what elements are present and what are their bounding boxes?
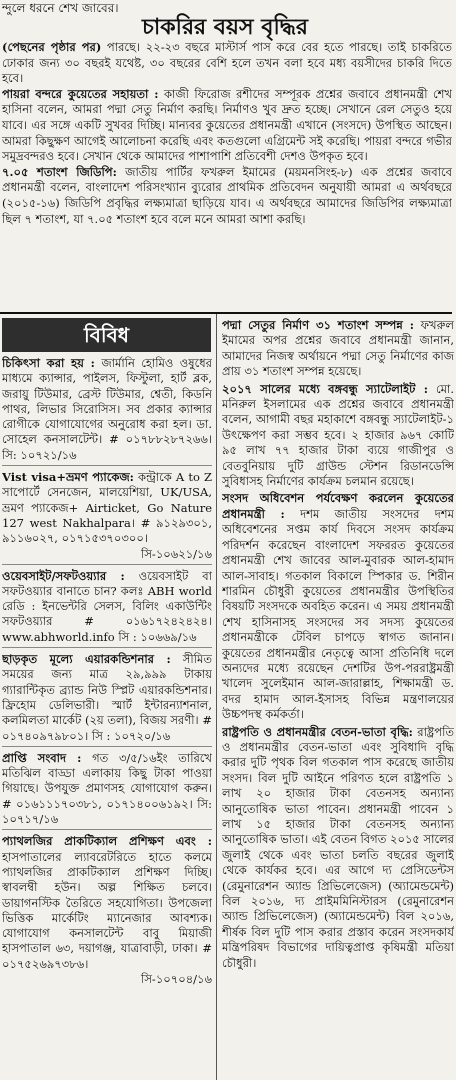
para-text: দশম জাতীয় সংসদের দশম অধিবেশনের সপ্তম কার্য দিবসে সংসদ কার্যক্রম পরিদর্শন করেছেন বাংলাদেশ সফররত কুয়েতের প্রধানমন্ত্রী শেখ জাবের আল-মুবারক আল-হামাদ আল-সাবাহ। গতকাল বিকালে স্পিকার ড. শিরীন শারমিন চৌধুরী কুয়েতের প্রধানমন্ত্রীর উপস্থিতির বিষয়টি সংসদকে অবহিত করেন। এ সময় প্রধানমন্ত্রী শেখ হাসিনাসহ সংসদের সব সদস্য কুয়েতের প্রধানমন্ত্রীকে টেবিল চাপড়ে স্বাগত জানান। কুয়েতের প্রধানমন্ত্রীর নেতৃত্বে আসা প্রতিনিধি দলে অন্যদের মধ্যে রয়েছেন দেশটির উপ-পররাষ্ট্রমন্ত্রী খালেদ সুলেইমান আল-জারাল্লাহ, শিক্ষামন্ত্রী ড. বদর হামাদ আল-ইসাসহ বিভিন্ন মন্ত্রণালয়ের উচ্চপদস্থ কর্মকর্তা। bbox=[222, 506, 454, 722]
classified-ad bbox=[2, 569, 212, 645]
top-para-3 bbox=[2, 165, 452, 227]
ad-separator bbox=[2, 746, 212, 747]
para-lead: ২০১৭ সালের মধ্যে বঙ্গবন্ধু স্যাটেলাইট : bbox=[222, 381, 428, 396]
ad-separator bbox=[2, 465, 212, 466]
news-para bbox=[222, 382, 454, 490]
ad-lead: প্রাপ্তি সংবাদ : bbox=[2, 750, 82, 765]
ad-text: জার্মানি হোমিও ওষুধের মাধ্যমে ক্যান্সার, পাইলস, ফিস্টুলা, হার্ট ব্লক, জরায়ু টিউমার, ব্রেস্ট টিউমার, শ্বেতী, কিডনি পাথর, লিভার সিরোসিস। সব প্রকার ক্যান্সার রোগীকে যোগাযোগের অনুরোধ করা হল। ডা. সোহেল কনসালটেন্ট। # ০১৭৮৮২৮৭২৬৬। সি: ১০৭২১/১৬ bbox=[2, 356, 212, 462]
para-lead: সংসদ অধিবেশন পর্যবেক্ষণ করলেন কুয়েতের প্রধানমন্ত্রী : bbox=[222, 491, 454, 521]
classifieds-column bbox=[2, 356, 212, 1076]
ad-separator bbox=[2, 647, 212, 648]
para-lead: পায়রা বন্দরে কুয়েতের সহায়তা : bbox=[2, 86, 159, 101]
classified-ad bbox=[2, 652, 212, 744]
news-para bbox=[222, 725, 454, 972]
news-column bbox=[222, 318, 454, 1076]
classified-ad bbox=[2, 356, 212, 463]
ad-text: গত ৩/৫/১৬ইং তারিখে মতিঝিল বাড্ডা এলাকায় কিছু টাকা পাওয়া গিয়াছে। উপযুক্ত প্রমাণসহ যোগাযোগ করুন। # ০১৬১১১৭০৩৮১, ০১৭১৪০০৬১৯২। সি: ১০৭১৭/১৬ bbox=[2, 750, 212, 827]
ad-lead: চিকিৎসা করা হয় : bbox=[2, 356, 95, 370]
ad-separator bbox=[2, 829, 212, 830]
para-lead: ৭.০৫ শতাংশ জিডিপি: bbox=[2, 164, 117, 179]
para-text: পারছে। ২২-২৩ বছরে মাস্টার্স পাস করে বের হতে পারছে। তাই চাকরিতে ঢোকার জন্য ৩০ বছরই যথেষ্ট, ৩০ বছরের বেশি হলে তখন বলা হবে মধ্য বয়সীদের চাকরি দিতে হবে। bbox=[2, 40, 452, 86]
top-article bbox=[0, 40, 452, 310]
ad-separator bbox=[2, 564, 212, 565]
section-divider bbox=[0, 312, 452, 314]
news-para bbox=[222, 318, 454, 380]
news-para bbox=[222, 491, 454, 722]
para-text: ফখরুল ইমামের অপর প্রশ্নের জবাবে প্রধানমন্ত্রী জানান, আমাদের নিজস্ব অর্থায়নে পদ্মা সেতু নির্মাণের কাজ প্রায় ৩১ শতাংশ সম্পন্ন হয়েছে। bbox=[222, 318, 454, 379]
classified-ad bbox=[2, 834, 212, 972]
ad-text: ওয়েবসাইট বা সফটওয়্যার বানাতে চান? কলঃ ABH world রেডি : ইনভেন্টরি সেলস, বিলিং একাউন্টিং সফটওয়্যার # ০১৬১৭২৪২৪২৪। www.abhworld.info সি : ১০৬৬৯/১৬ bbox=[2, 568, 212, 644]
ad-lead: Vist visa+ভ্রমণ প্যাকেজ: bbox=[2, 470, 134, 485]
classifieds-header: বিবিধ bbox=[2, 318, 211, 352]
para-lead: রাষ্ট্রপতি ও প্রধানমন্ত্রীর বেতন-ভাতা বৃদ্ধি: bbox=[222, 724, 413, 739]
headline: চাকরির বয়স বৃদ্ধির bbox=[142, 14, 308, 40]
classified-ad bbox=[2, 751, 212, 827]
ad-lead: ওয়েবসাইট/সফটওয়্যার : bbox=[2, 568, 125, 583]
top-para-1 bbox=[2, 40, 452, 87]
ad-lead: প্যাথলজির প্রাকটিক্যাল প্রশিক্ষণ এবং : bbox=[2, 834, 212, 849]
ad-text: সীমিত সময়ের জন্য মাত্র ২৯,৯৯৯ টাকায় গ্যারান্টিকৃত ব্র্যান্ড নিউ স্প্লিট এয়ারকন্ডিশনার। ফ্রিহোম ডেলিভারী। স্মার্ট ইন্টারন্যাশনাল, কলমিলতা মার্কেট (২য় তলা), বিজয় সরণী। # ০১৭৪০৯৭৯৮০১। সি : ১০৭২০/১৬ bbox=[2, 652, 212, 743]
column-divider bbox=[216, 314, 217, 1080]
top-para-2 bbox=[2, 87, 452, 165]
para-lead: পদ্মা সেতুর নির্মাণ ৩১ শতাংশ সম্পন্ন : bbox=[222, 318, 415, 332]
ad-code: সি-১০৭০৪/১৬ bbox=[141, 971, 212, 986]
para-text: রাষ্ট্রপতি ও প্রধানমন্ত্রীর বেতন-ভাতা এবং সুবিধাদি বৃদ্ধি করার দুটি পৃথক বিল গতকাল পাস করেছে জাতীয় সংসদ। বিল দুটি আইনে পরিণত হলে রাষ্ট্রপতি ১ লাখ ২০ হাজার টাকা বেতনসহ অন্যান্য আনুতোষিক ভাতা পাবেন। প্রধানমন্ত্রী পাবেন ১ লাখ ১৫ হাজার টাকা বেতনসহ অন্যান্য আনুতোষিক ভাতা। এই বেতন বিগত ২০১৫ সালের জুলাই থেকে এবং ভাতা চলতি বছরের জুলাই থেকে কার্যকর হবে। এর আগে দ্য প্রেসিডেন্টস (রেমুনারেশন অ্যান্ড প্রিভিলেজেস) (অ্যামেন্ডমেন্ট) বিল ২০১৬, দ্য প্রাইমমিনিস্টারস (রেমুনারেশন অ্যান্ড প্রিভিলেজেস) (অ্যামেন্ডমেন্ট) বিল ২০১৬, শীর্ষক বিল দুটি পাস করার প্রস্তাব করেন সংসদকার্য মন্ত্রিপরিষদ বিভাগের দায়িত্বপ্রাপ্ত কৃষিমন্ত্রী মতিয়া চৌধুরী। bbox=[222, 724, 454, 970]
ad-code: সি-১০৬২১/১৬ bbox=[141, 546, 212, 561]
ad-text: হাসপাতালের ল্যাবরেটরিতে হাতে কলমে প্যাথলজির প্রাকটিক্যাল প্রশিক্ষণ দিচ্ছি। স্বাবলম্বী হউন। অল্প শিক্ষিত চলবে। ডায়াগনস্টিক তৈরিতে সহযোগিতা। উপজেলা ভিত্তিক মার্কেটিং ম্যানেজার আবশ্যক। যোগাযোগ কনসালটেন্ট বাবু মিয়াজী হাসপাতাল ৬৩, দয়াগঞ্জ, যাত্রাবাড়ী, ঢাকা। # ০১৭৫২৬৯৭৩৮৬। bbox=[2, 849, 212, 971]
classified-ad bbox=[2, 470, 212, 546]
para-text: জাতীয় পার্টির ফখরুল ইমামের (ময়মনসিংহ-৮) এক প্রশ্নের জবাবে প্রধানমন্ত্রী বলেন, বাংলাদেশ পরিসংখ্যান ব্যুরোর প্রাথমিক প্রতিবেদন অনুযায়ী আমরা এ অর্থবছরে (২০১৫-১৬) জিডিপি প্রবৃদ্ধির লক্ষ্যমাত্রা ছাড়িয়ে যাব। এ অর্থবছরে আমাদের জিডিপির লক্ষ্যমাত্রা ছিল ৭ শতাংশ, যা ৭.০৫ শতাংশ হবে বলে মনে আমরা আশা করছি। bbox=[2, 164, 452, 226]
ad-lead: ছাড়কৃত মূল্যে এয়ারকন্ডিশনার : bbox=[2, 652, 171, 667]
para-lead: (পেছনের পৃষ্ঠার পর) bbox=[2, 40, 102, 54]
para-text: কাজী ফিরোজ রশীদের সম্পূরক প্রশ্নের জবাবে প্রধানমন্ত্রী শেখ হাসিনা বলেন, আমরা পদ্মা সেতু নির্মাণ করছি। নির্মাণও খুব দ্রুত হচ্ছে। সেখানে রেল সেতুও হয়ে যাবে। এর সঙ্গে একটি সুখবর দিচ্ছি। মান্যবর কুয়েতের প্রধানমন্ত্রী এখানে (সংসদে) উপস্থিত আছেন। আমরা কিছুক্ষণ আগেই আলোচনা করেছি এবং কতগুলো এগ্রিমেন্ট সই করেছি। পায়রা বন্দরে গভীর সমুদ্রবন্দরও হবে। সেখান থেকে আমাদের পাশাপাশি প্রতিবেশী দেশও উপকৃত হবে। bbox=[2, 86, 452, 164]
para-text: মো. মনিরুল ইসলামের এক প্রশ্নের জবাবে প্রধানমন্ত্রী বলেন, আগামী বছর মহাকাশে বঙ্গবন্ধু স্যাটেলাইট-১ উৎক্ষেপণ করা সম্ভব হবে। ২ হাজার ৯৬৭ কোটি ৯৫ লাখ ৭৭ হাজার টাকা ব্যয়ে গাজীপুর ও বেতবুনিয়ায় দুটি গ্রাউন্ড স্টেশন রিডানডেন্সি সুবিধাসহ নির্মাণের কার্যক্রম চলমান রয়েছে। bbox=[222, 381, 454, 489]
top-fragment: ন্দুলে ধরনে শেখ জাবের। bbox=[2, 1, 119, 15]
ad-text: কন্ট্রাকে A to Z সাপোর্টে সেনজেন, মালয়েশিয়া, UK/USA, ভ্রমণ প্যাকেজ+ Airticket, Go Nature 127 west Nakhalpara। # ৯১২৯৩০১, ৯১১৬০২৭, ০১৭১৫৩৭০৩০০। bbox=[2, 470, 212, 546]
